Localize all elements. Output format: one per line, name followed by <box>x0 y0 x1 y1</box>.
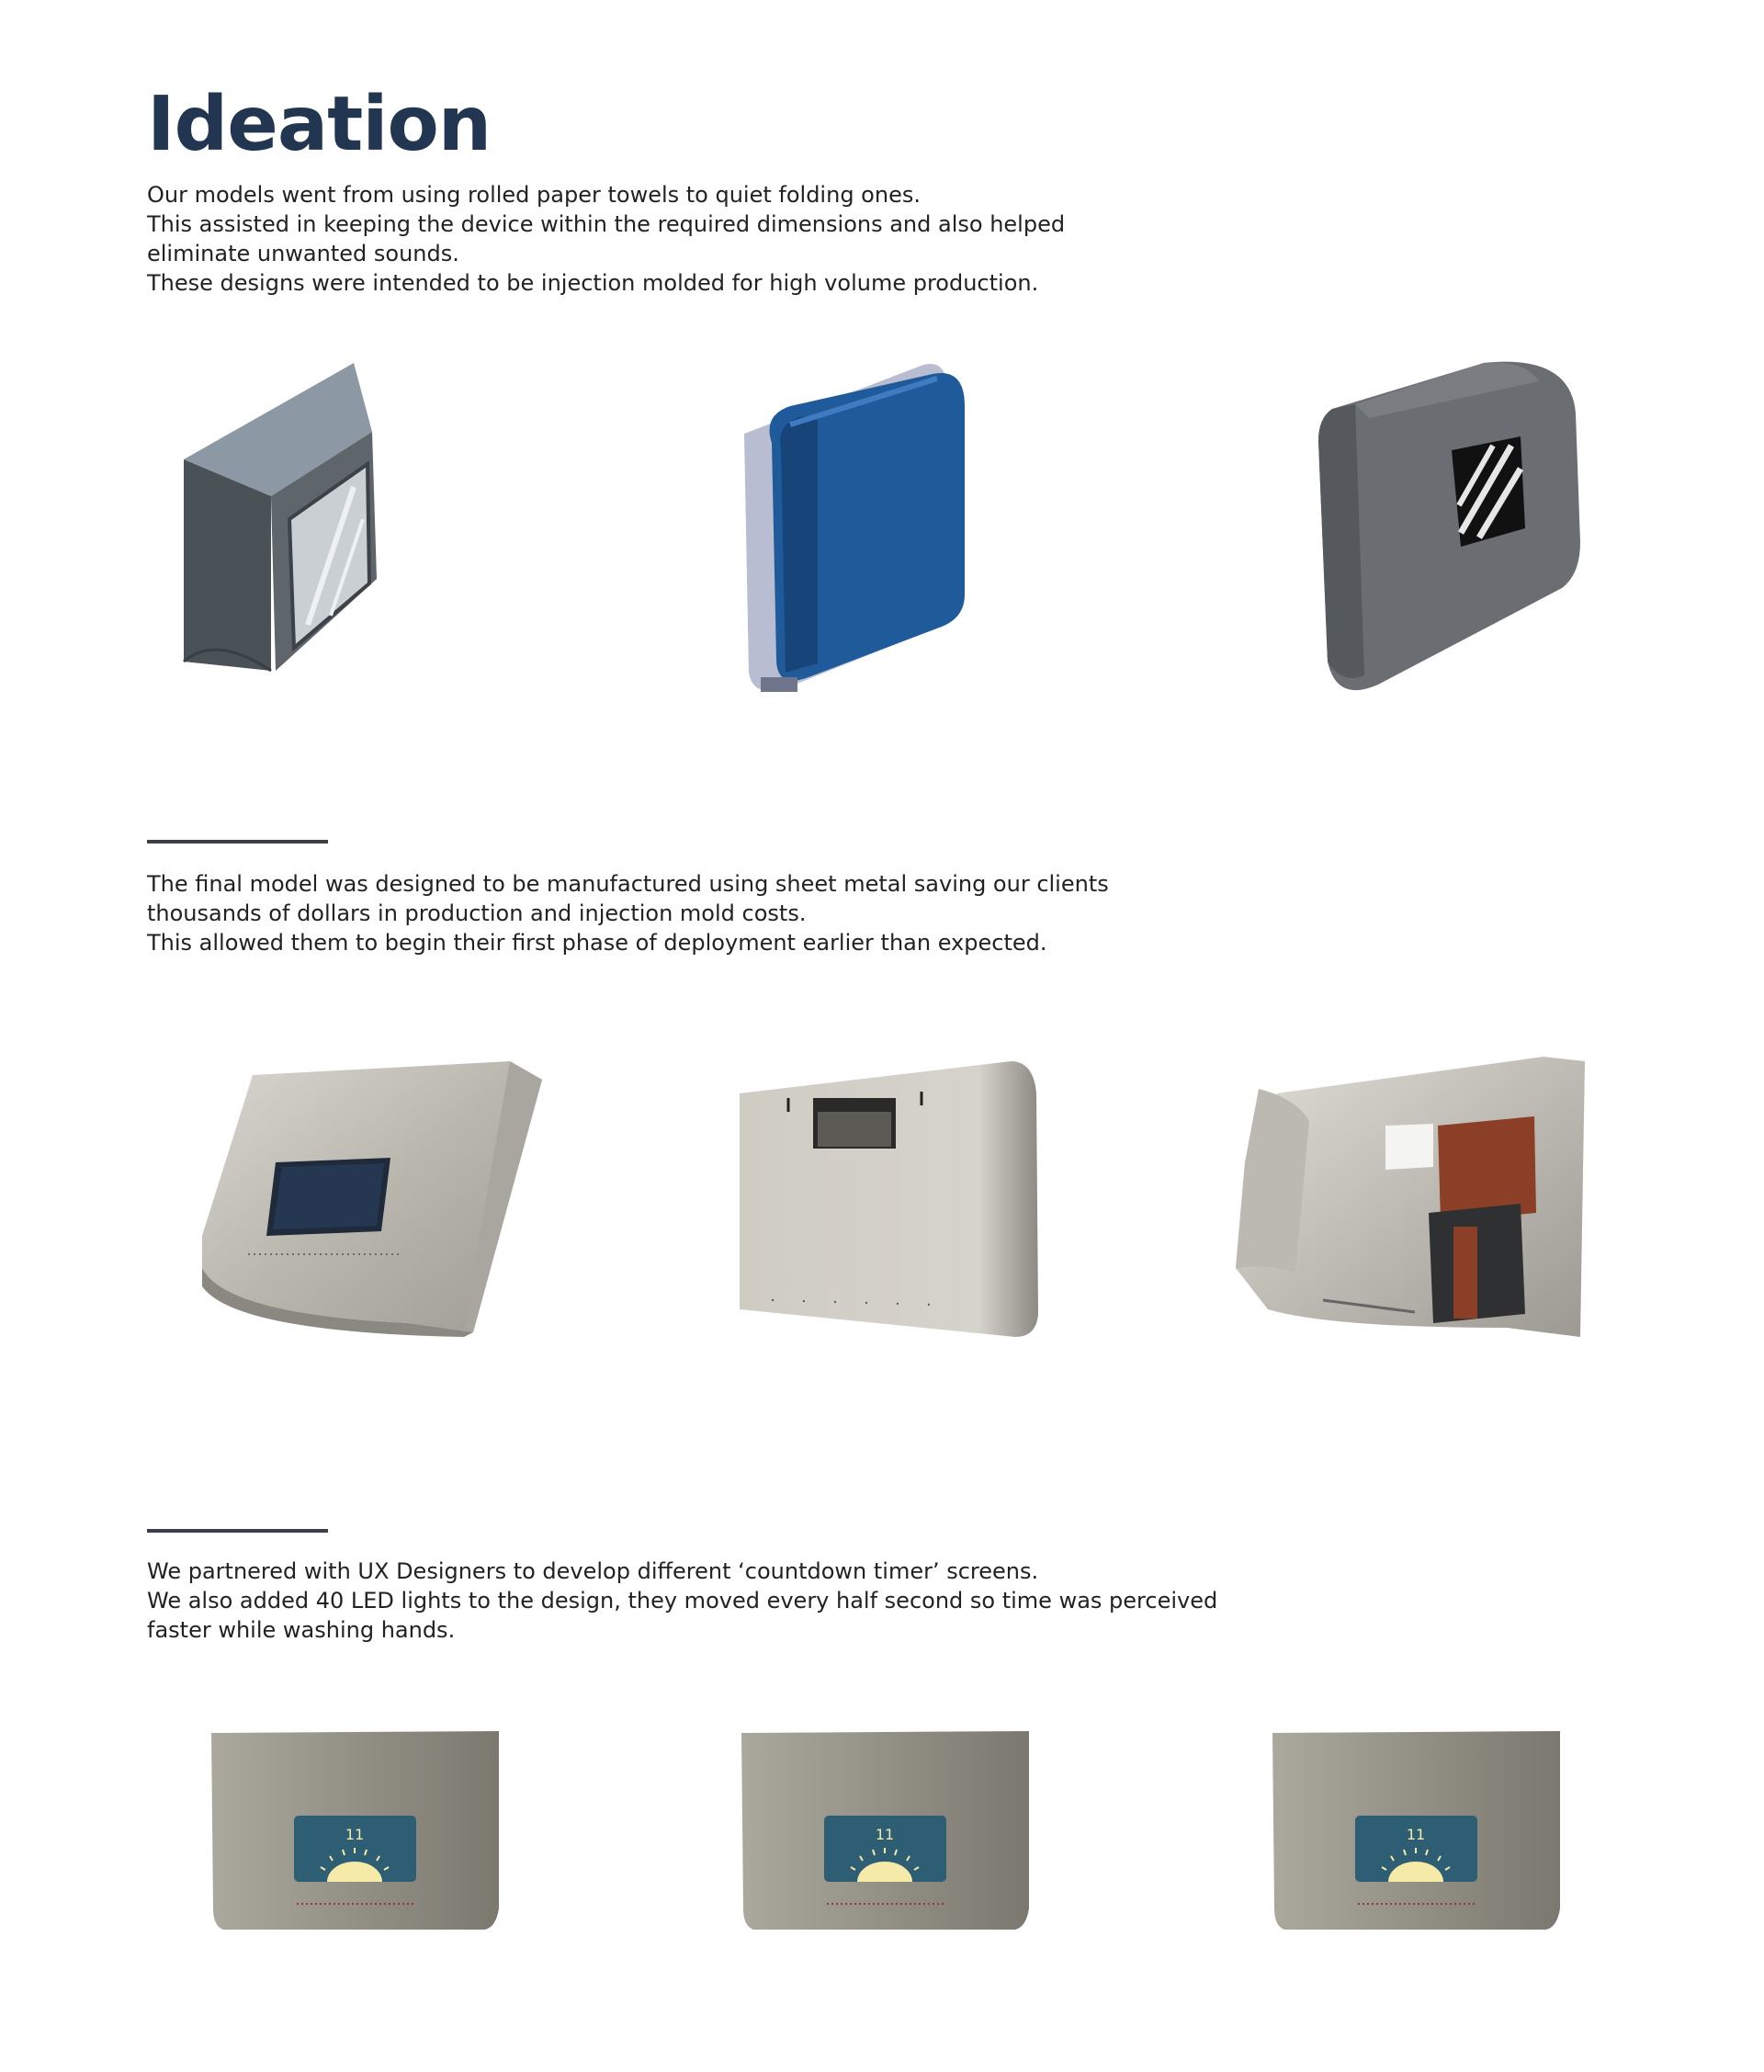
countdown-device-2 <box>740 1729 1034 1931</box>
page-title: Ideation <box>147 81 492 168</box>
steel-cutaway-view-render <box>1231 1052 1589 1346</box>
text-line: This allowed them to begin their first phase of deployment earlier than expected. <box>147 930 1047 956</box>
text-line: The final model was designed to be manufactured using sheet metal saving our clients <box>147 871 1109 897</box>
countdown-device-3 <box>1271 1729 1565 1931</box>
text-line: We partnered with UX Designers to develop different ‘countdown timer’ screens. <box>147 1558 1039 1584</box>
section2-text <box>147 869 1109 957</box>
blue-rounded-concept-render <box>735 360 1038 700</box>
timer-value: 11 <box>345 1826 365 1843</box>
text-line: This assisted in keeping the device within the required dimensions and also helped <box>147 211 1066 237</box>
text-line: We also added 40 LED lights to the design, they moved every half second so time was perceived <box>147 1588 1218 1613</box>
steel-front-view-render <box>198 1057 547 1342</box>
grey-box-concept-render <box>179 358 473 689</box>
section3-text <box>147 1557 1217 1645</box>
section1-text <box>147 180 1065 298</box>
section-divider <box>147 840 328 844</box>
text-line: thousands of dollars in production and injection mold costs. <box>147 900 807 926</box>
text-line: These designs were intended to be injection molded for high volume production. <box>147 270 1039 296</box>
text-line: Our models went from using rolled paper towels to quiet folding ones. <box>147 182 921 208</box>
text-line: eliminate unwanted sounds. <box>147 241 459 266</box>
steel-back-view-render <box>735 1057 1047 1342</box>
countdown-device-1 <box>209 1729 503 1931</box>
timer-value: 11 <box>1406 1826 1426 1843</box>
section-divider <box>147 1529 328 1533</box>
timer-value: 11 <box>875 1826 895 1843</box>
dark-grey-window-concept-render <box>1314 358 1589 698</box>
text-line: faster while washing hands. <box>147 1617 456 1643</box>
